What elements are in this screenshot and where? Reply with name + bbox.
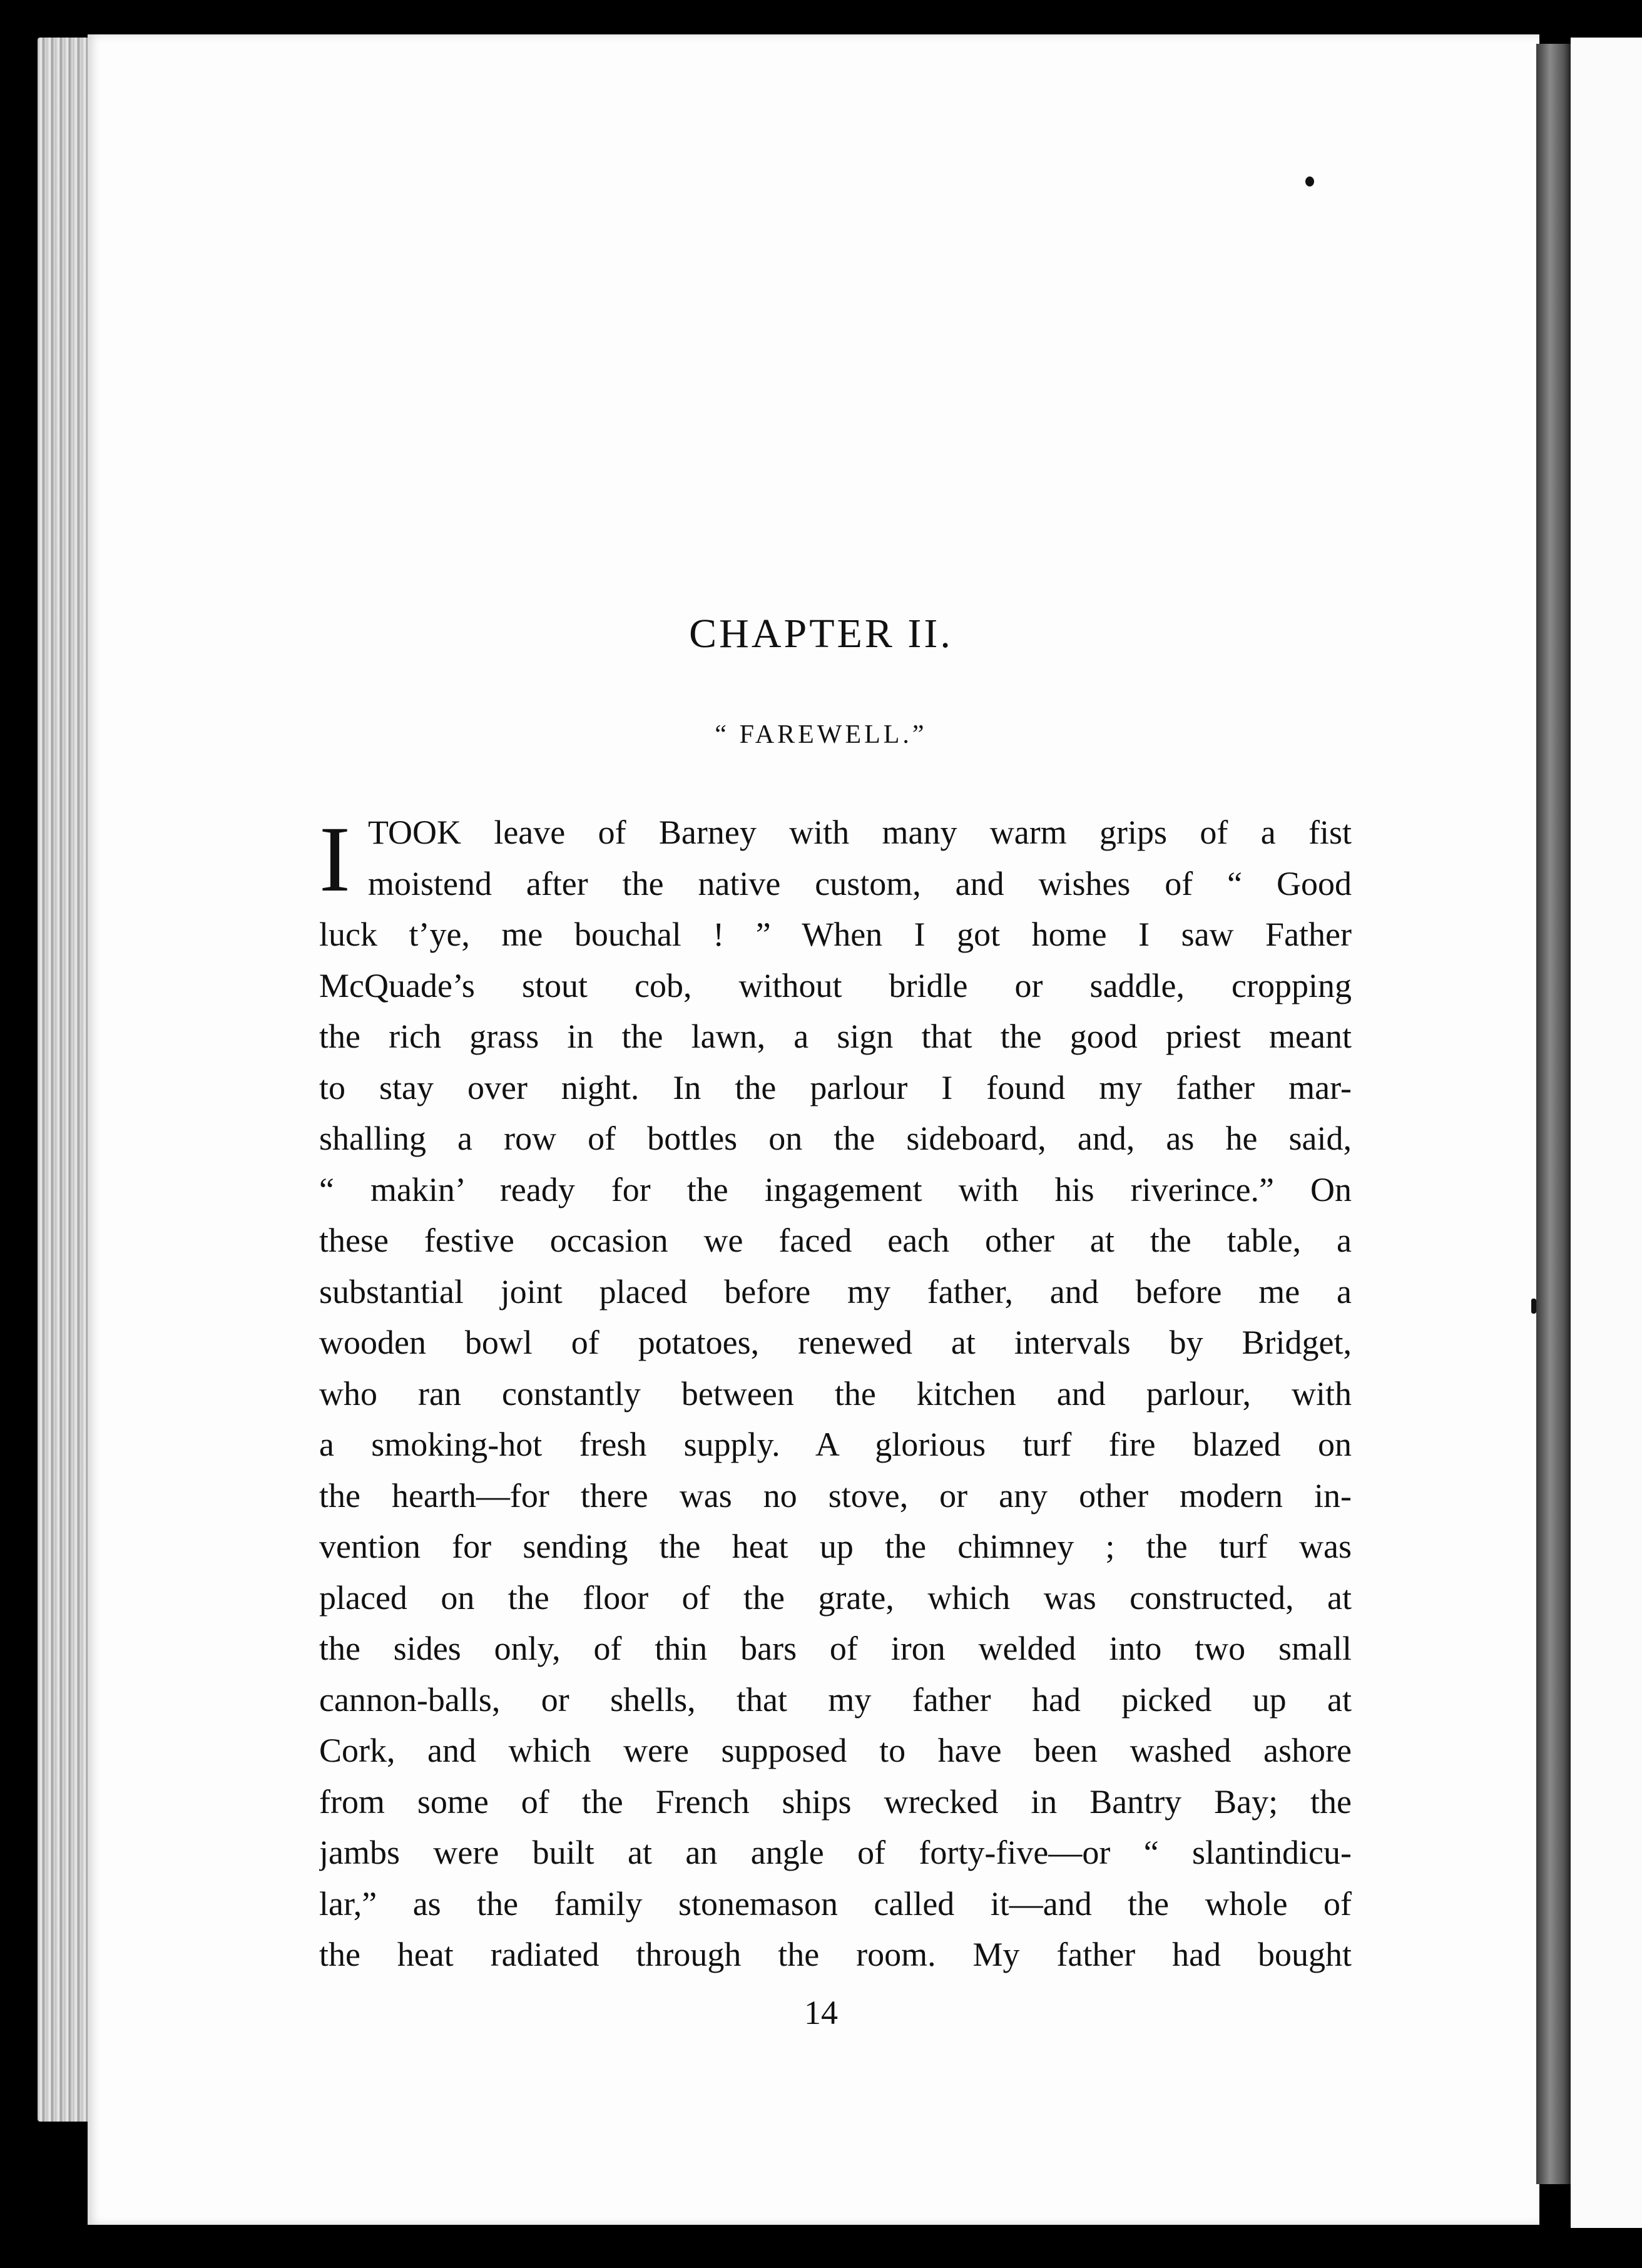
text-line: the hearth—for there was no stove, or any other modern in- bbox=[319, 1476, 1352, 1515]
text-line: to stay over night. In the parlour I found my father mar- bbox=[319, 1068, 1352, 1106]
text-line: from some of the French ships wrecked in Bantry Bay; the bbox=[319, 1782, 1352, 1821]
text-line: substantial joint placed before my father, and before me a bbox=[319, 1272, 1352, 1310]
text-line: “ makin’ ready for the ingagement with his riverince.” On bbox=[319, 1170, 1352, 1208]
text-line: wooden bowl of potatoes, renewed at intervals by Bridget, bbox=[319, 1324, 1352, 1361]
text-line: these festive occasion we faced each other at the table, a bbox=[319, 1222, 1352, 1259]
text-line: cannon-balls, or shells, that my father had picked up at bbox=[319, 1680, 1352, 1719]
text-line: the heat radiated through the room. My father had bought bbox=[319, 1936, 1352, 1973]
text-line: the sides only, of thin bars of iron welded into two small bbox=[319, 1630, 1352, 1667]
text-line: shalling a row of bottles on the sideboard, and, as he said, bbox=[319, 1120, 1352, 1157]
ink-speck bbox=[1531, 1299, 1536, 1314]
page-gutter-shadow bbox=[1536, 44, 1571, 2184]
chapter-subtitle: “ FAREWELL.” bbox=[715, 720, 927, 749]
facing-page-edge bbox=[1571, 38, 1642, 2228]
text-line: McQuade’s stout cob, without bridle or saddle, cropping bbox=[319, 966, 1352, 1004]
chapter-title: CHAPTER II. bbox=[689, 611, 953, 656]
text-line: a smoking-hot fresh supply. A glorious turf fire blazed on bbox=[319, 1426, 1352, 1463]
text-line: placed on the floor of the grate, which was constructed, at bbox=[319, 1578, 1352, 1617]
text-line: vention for sending the heat up the chimney ; the turf was bbox=[319, 1528, 1352, 1565]
page-number: 14 bbox=[804, 1994, 838, 2031]
text-line: who ran constantly between the kitchen and parlour, with bbox=[319, 1374, 1352, 1412]
text-line: Cork, and which were supposed to have been washed ashore bbox=[319, 1732, 1352, 1769]
ink-speck bbox=[1305, 176, 1314, 186]
drop-cap: I bbox=[319, 807, 350, 911]
text-line: jambs were built at an angle of forty-five—or “ slantindicu- bbox=[319, 1834, 1352, 1871]
text-line: the rich grass in the lawn, a sign that the good priest meant bbox=[319, 1018, 1352, 1055]
text-line: moistend after the native custom, and wishes of “ Good bbox=[368, 864, 1352, 902]
text-line: lar,” as the family stonemason called it—and the whole of bbox=[319, 1884, 1352, 1923]
text-line: TOOK leave of Barney with many warm grips of a fist bbox=[368, 814, 1352, 851]
text-line: luck t’ye, me bouchal ! ” When I got home I saw Father bbox=[319, 916, 1352, 953]
body-text bbox=[319, 807, 1352, 1981]
